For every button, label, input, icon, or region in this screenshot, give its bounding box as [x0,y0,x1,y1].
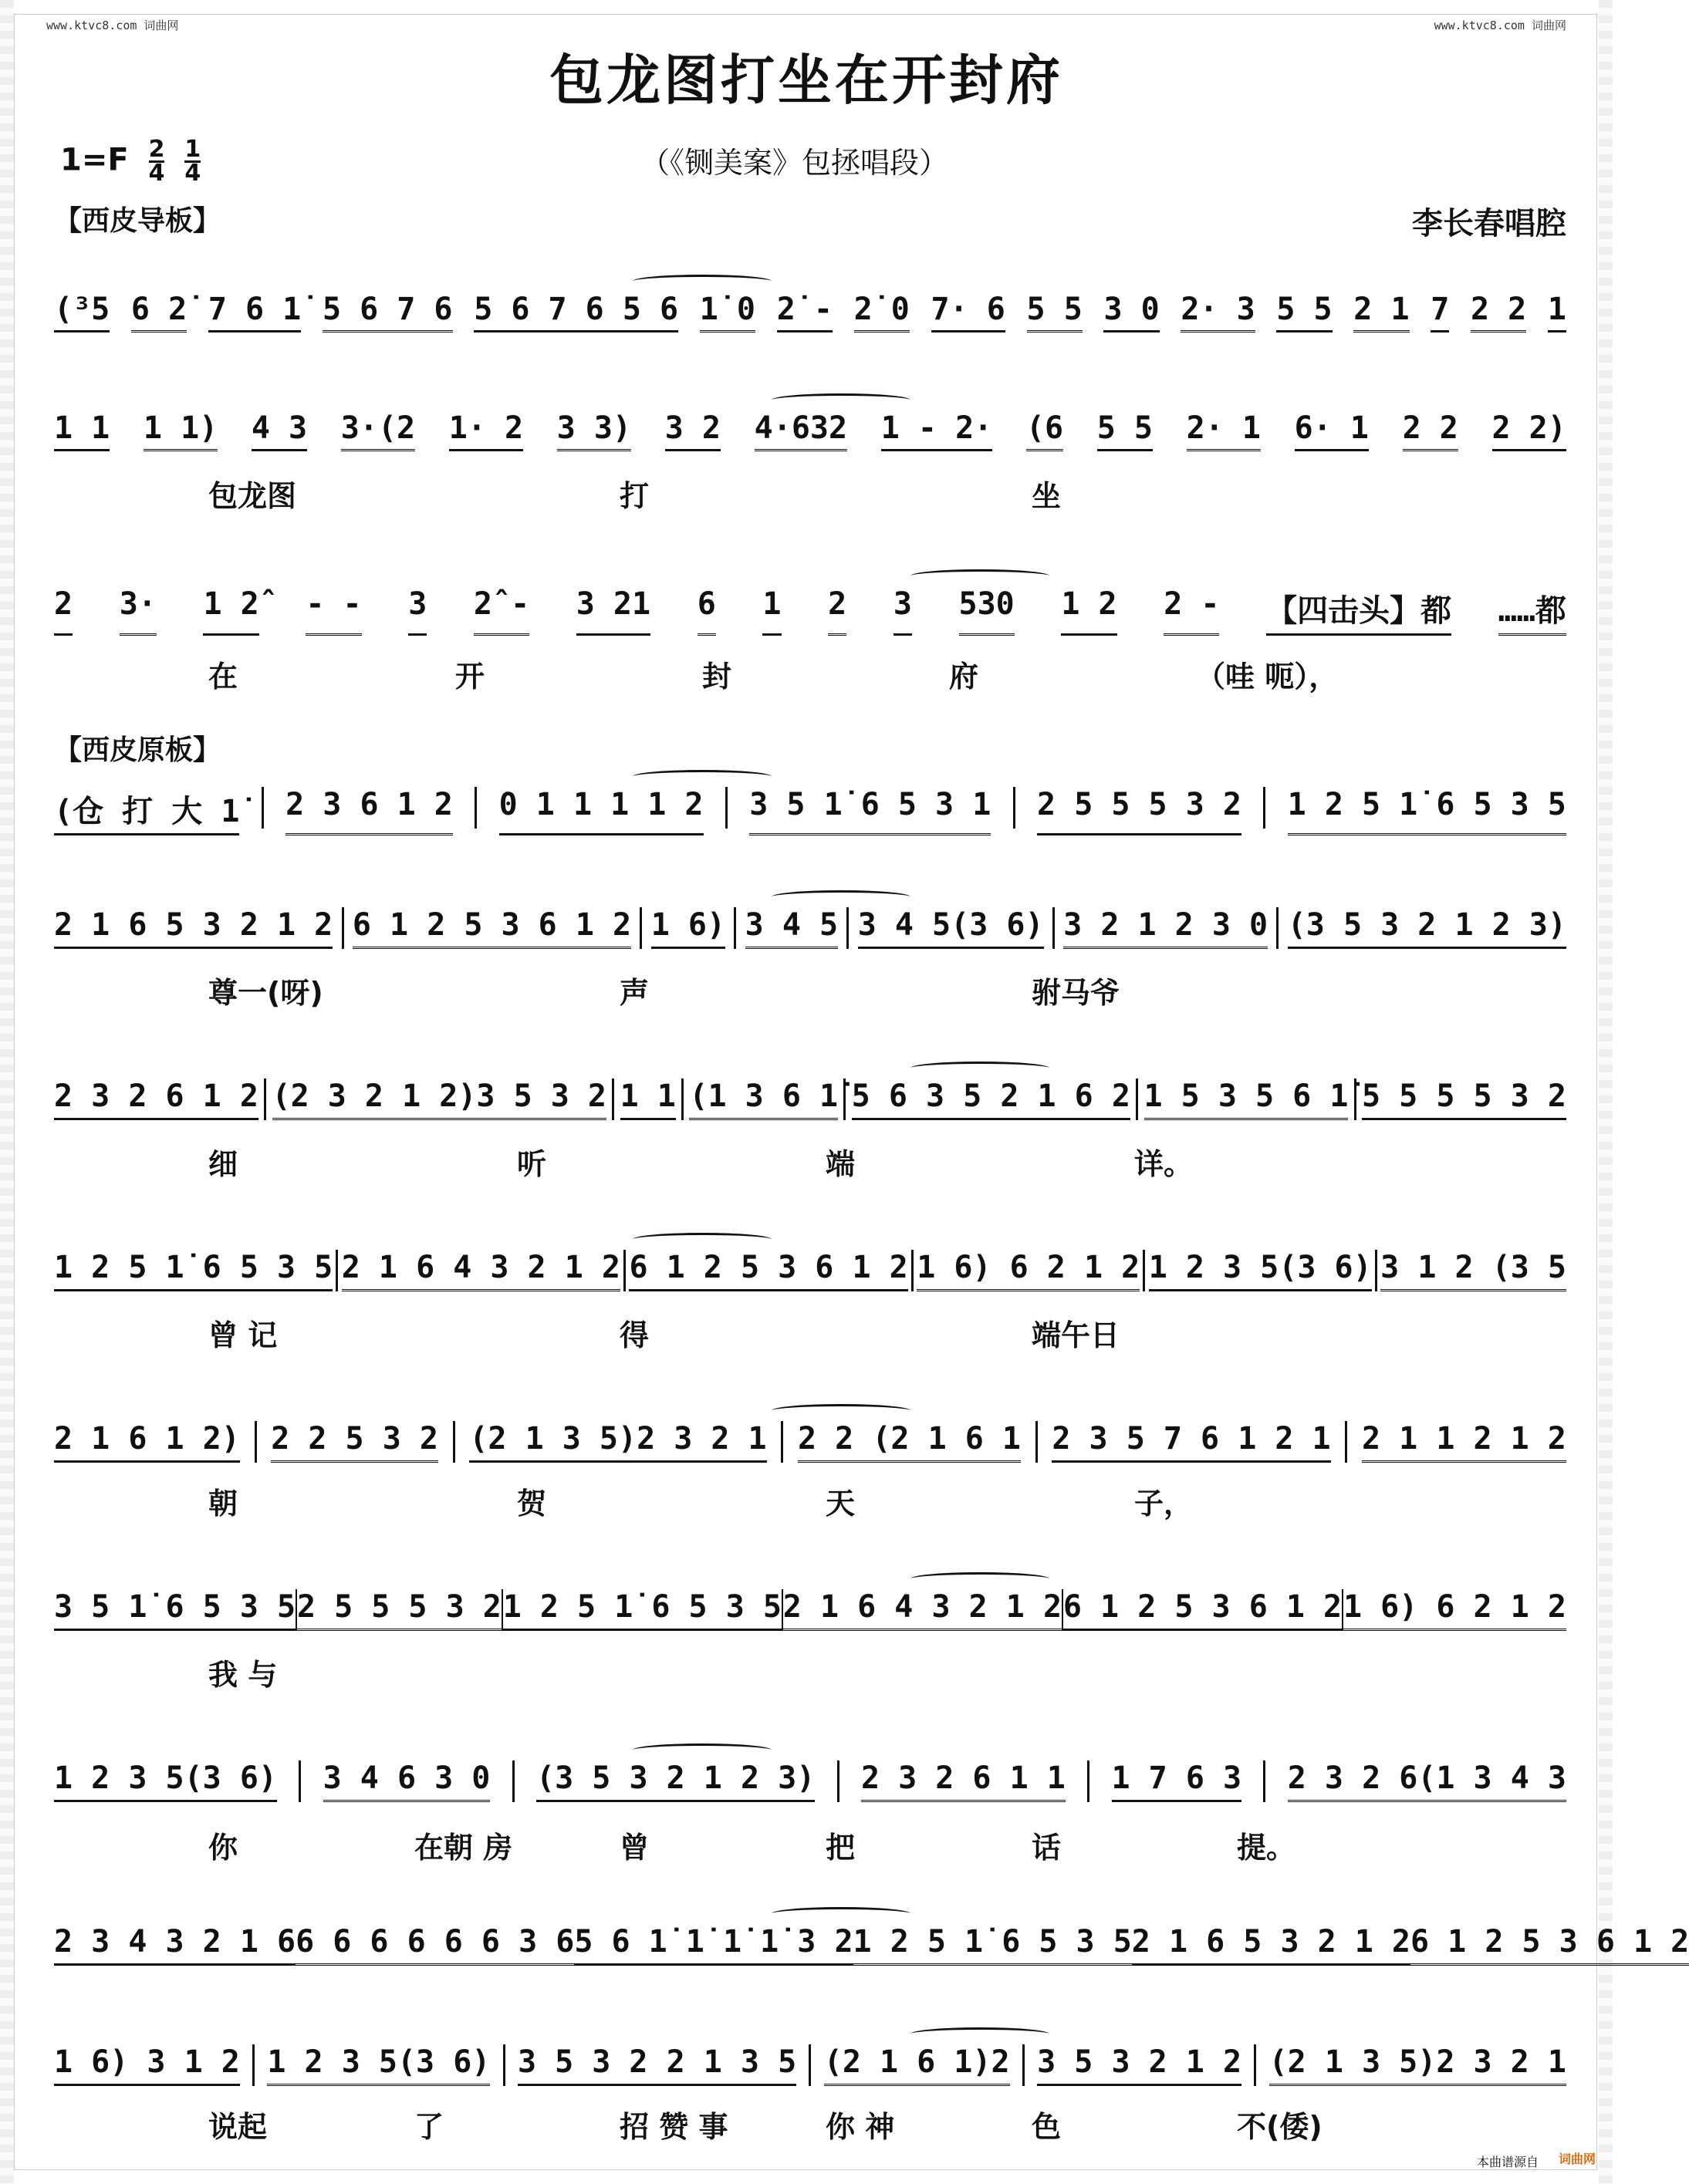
lyric: 提。 [1237,1831,1296,1865]
meter-1 [148,136,165,187]
bar-line [475,787,477,829]
site-logo: 词曲网 [1558,2152,1596,2166]
section-label-daoban: 【西皮导板】 [54,205,221,237]
lyric: 听 [517,1147,547,1181]
note-group: 5 6 1̇ 1̇ 1̇ 1̇ 3 2 [574,1924,853,1966]
note-group: 1̇ 0 [700,292,755,332]
lyric: 开 [455,660,485,694]
note-group: 530 [959,586,1015,636]
note-group: 6 1 2 5 3 6 1 2 [629,1250,907,1291]
lyric: 端午日 [1032,1318,1120,1352]
meter-1-den: 4 [148,160,165,187]
note-group: 2 1 6 4 3 2 1 2 [783,1589,1062,1631]
lyric: 封 [702,660,732,694]
note-group: 6 [698,586,716,636]
slur-mark [772,393,910,407]
note-group: 7 [1431,292,1449,332]
note-group: 1 5 3 5 6 1̇ [1144,1078,1349,1120]
slur-mark [772,1907,910,1920]
lyric: 驸马爷 [1032,976,1120,1010]
note-group: 3· [120,586,157,636]
bar-line [1263,787,1265,829]
note-group: 【四击头】都 [1266,586,1451,636]
note-group: 2 2 5 3 2 [271,1421,438,1463]
subtitle: （《铡美案》包拯唱段） [640,146,949,180]
note-group: (³5 [54,292,110,332]
note-group: 0 1 1 1 1 2 [499,787,704,835]
slur-mark [633,275,772,288]
note-group: ……都 [1498,586,1566,636]
page-title: 包龙图打坐在开封府 [549,49,1063,112]
meter-2-num: 1 [184,136,201,163]
note-group: 2 [828,586,846,636]
note-group: 6 1 2 5 3 6 1 2 [353,907,631,949]
note-group: 2 2) [1492,410,1566,451]
note-group: 2 1 6 1 2) [54,1421,240,1463]
note-group: (2 3 2 1 2)3 5 3 2 [272,1078,606,1120]
score-system-8 [54,1421,1566,1463]
note-group: 3 3) [557,410,631,451]
lyric: 子， [1134,1487,1194,1521]
score-system-3 [54,586,1566,636]
note-group: 1 - 2· [881,410,993,451]
bar-line [1022,2044,1025,2086]
note-group: 2 1 6 5 3 2 1 2 [54,907,333,949]
note-group: 2 1 1 2 1 2 [1362,1421,1566,1463]
bar-line [640,907,642,949]
bar-line [1136,1078,1138,1120]
note-group: 3 2 [665,410,721,451]
score-system-5 [54,907,1566,949]
bar-line [252,2044,255,2086]
note-group: 5 5 5 5 3 2 [1362,1078,1566,1120]
lyric: 你 神 [826,2110,895,2144]
footer-source: 本曲谱源自 [1476,2155,1539,2169]
bar-line [1345,1421,1347,1463]
note-group: 6 2̇ [131,292,187,332]
note-group: 2 1 [1353,292,1409,332]
bar-line [1087,1760,1089,1802]
note-group: (2 1 6 1)2 [824,2044,1010,2086]
note-group: 2 2 [1471,292,1526,332]
lyric: 声 [620,976,650,1010]
note-group: 1 2 3 5(3 6) [267,2044,490,2086]
note-group: 1 2 5 1̇ 6 5 3 5 [54,1250,333,1291]
note-group: 5 6 7 6 [323,292,453,332]
bar-line [623,1250,626,1291]
note-group: 2̂ - [474,586,529,636]
note-group: 1· 2 [449,410,523,451]
lyric: 在 [208,660,238,694]
note-group: (仓 打 大 1̇ [54,787,239,835]
note-group: 1 2̂ [203,586,258,636]
note-group: (2 1 3 5)2 3 2 1 [1269,2044,1566,2086]
lyric: 在朝 房 [414,1831,513,1865]
score-system-12 [54,2044,1566,2086]
lyric: 招 赞 事 [620,2110,728,2144]
bar-line [843,1078,846,1120]
bar-line [809,2044,811,2086]
note-group: 2̇ - [777,292,833,332]
note-group: 3 2 1 2 3 0 [1063,907,1268,949]
note-group: 3 5 1̇ 6 5 3 5 [54,1589,296,1631]
watermark-left: www.ktvc8.com 词曲网 [46,19,179,32]
bar-line [1035,1421,1038,1463]
note-group: 2 5 5 5 3 2 [1037,787,1241,835]
note-group: - - [306,586,361,636]
note-group: 3·(2 [341,410,415,451]
lyric: 得 [620,1318,650,1352]
bar-line [1052,907,1055,949]
bar-line [734,907,736,949]
note-group: 7· 6 [931,292,1005,332]
bar-line [725,787,728,829]
lyric: 朝 [208,1487,238,1521]
lyric: 曾 记 [208,1318,278,1352]
note-group: 1 2 5 1̇ 6 5 3 5 [503,1589,782,1631]
note-group: 2 1 6 5 3 2 1 2 [1132,1924,1410,1966]
score-system-9 [54,1589,1566,1631]
lyric: 我 与 [208,1658,278,1692]
bar-line [846,907,849,949]
note-group: 1 2 3 5(3 6) [54,1760,277,1802]
lyric: 端 [826,1147,856,1181]
note-group: 2 5 5 5 3 2 [297,1589,502,1631]
bar-line [837,1760,839,1802]
lyric: 话 [1032,1831,1062,1865]
note-group: 6 1 2 5 3 6 1 2 [1410,1924,1689,1966]
note-group: 2 3 4 3 2 1 6 [54,1924,296,1966]
slur-mark [910,1062,1049,1075]
bar-line [781,1421,783,1463]
note-group: 1 2 5 1̇ 6 5 3 5 [853,1924,1132,1966]
bar-line [1354,1078,1356,1120]
bar-line [612,1078,614,1120]
note-group: 2 2 (2 1 6 1 [798,1421,1021,1463]
score-system-4 [54,787,1566,835]
note-group: (3 5 3 2 1 2 3) [1288,907,1566,949]
lyric: 细 [208,1147,238,1181]
slur-mark [633,1743,772,1757]
lyric: 尊一(呀) [208,976,323,1010]
slur-mark [633,770,772,783]
note-group: 3 0 [1103,292,1159,332]
bar-line [681,1078,684,1120]
bar-line [453,1421,455,1463]
note-group: 2 3 2 6(1 3 4 3 [1288,1760,1566,1802]
score-system-2 [54,410,1566,451]
note-group: 1 2 [1061,586,1116,636]
note-group: 5 6 7 6 5 6 [474,292,678,332]
note-group: (3 5 3 2 1 2 3) [536,1760,815,1802]
note-group: 5 6 3 5 2 1 6 2 [852,1078,1130,1120]
note-group: 6 6 6 6 6 6 3 6 [296,1924,574,1966]
bar-line [342,907,344,949]
meter-1-num: 2 [148,136,165,163]
lyric: 色 [1032,2110,1062,2144]
slur-mark [910,569,1049,582]
note-group: (6 [1026,410,1063,451]
note-group: 1 6) 6 2 1 2 [1343,1589,1566,1631]
left-border-strip [0,0,14,2184]
meter-2 [184,136,201,187]
slur-mark [910,1572,1049,1585]
lyric: 曾 [620,1831,650,1865]
note-group: 2 3 2 6 1 1 [861,1760,1066,1802]
bar-line [1263,1760,1265,1802]
score-system-7 [54,1250,1566,1291]
note-group: 1 [762,586,781,636]
lyric: 包龙图 [208,479,297,513]
note-group: 1 1 [620,1078,676,1120]
bar-line [1375,1250,1377,1291]
note-group: 3 21 [576,586,650,636]
lyric: 贺 [517,1487,547,1521]
key-signature [60,136,201,187]
meter-2-den: 4 [184,160,201,187]
bar-line [911,1250,914,1291]
singer-credit: 李长春唱腔 [1412,206,1566,241]
lyric: 坐 [1032,479,1062,513]
bar-line [299,1760,301,1802]
score-system-11 [54,1924,1689,1966]
bar-line [503,2044,505,2086]
note-group: 3 5 3 2 2 1 3 5 [518,2044,796,2086]
note-group: 1 6) [651,907,725,949]
note-group: 2 3 6 1 2 [285,787,453,835]
bar-line [1276,907,1279,949]
bar-line [1013,787,1015,829]
lyric: 你 [208,1831,238,1865]
lyric: 说起 [208,2110,268,2144]
bar-line [336,1250,338,1291]
lyric: 府 [949,660,979,694]
bar-line [1254,2044,1256,2086]
lyric: 把 [826,1831,856,1865]
note-group: 4·632 [755,410,847,451]
bar-line [262,787,264,829]
note-group: 2 2 [1403,410,1458,451]
lyric: 详。 [1134,1147,1194,1181]
note-group: 2̇ 0 [854,292,910,332]
note-group: 2 1 6 4 3 2 1 2 [342,1250,620,1291]
lyric: （哇 呃）， [1196,660,1339,694]
bar-line [264,1078,266,1120]
note-group: 6· 1 [1295,410,1369,451]
note-group: 1 6) 3 1 2 [54,2044,240,2086]
slur-mark [910,2027,1049,2041]
note-group: 5 5 [1097,410,1153,451]
note-group: 6 1 2 5 3 6 1 2 [1063,1589,1342,1631]
note-group: 3 1 2 (3 5 [1380,1250,1566,1291]
note-group: 2 - [1164,586,1219,636]
note-group: 1 6) 6 2 1 2 [917,1250,1140,1291]
note-group: 1 1) [144,410,218,451]
note-group: 2· 3 [1181,292,1255,332]
note-group: 3 [408,586,427,636]
note-group: 2· 1 [1187,410,1261,451]
note-group: 3 4 5(3 6) [858,907,1044,949]
score-system-6 [54,1078,1566,1120]
section-label-yuanban: 【西皮原板】 [54,734,221,766]
slur-mark [772,1404,910,1417]
note-group: 1 1 [54,410,110,451]
note-group: 1 2 5 1̇ 6 5 3 5 [1288,787,1566,835]
note-group: 7 6 1̇ [208,292,301,332]
slur-mark [633,1233,772,1246]
bar-line [255,1421,257,1463]
slur-mark [772,890,910,903]
note-group: 2 [54,586,73,636]
watermark-right: www.ktvc8.com 词曲网 [1434,19,1566,32]
lyric: 了 [414,2110,444,2144]
lyric: 天 [826,1487,856,1521]
note-group: 2 3 5 7 6 1 2 1 [1052,1421,1330,1463]
note-group: 3 [893,586,912,636]
note-group: 3 5 1̇ 6 5 3 1 [749,787,991,835]
lyric: 打 [620,479,650,513]
bar-line [512,1760,515,1802]
note-group: 3 4 5 [745,907,838,949]
key-label: 1=F [60,142,129,178]
note-group: (1 3 6 1̇ [689,1078,838,1120]
note-group: 2 3 2 6 1 2 [54,1078,258,1120]
note-group: (2 1 3 5)2 3 2 1 [469,1421,766,1463]
note-group: 4 3 [252,410,307,451]
note-group: 5 5 [1276,292,1332,332]
note-group: 1 [1548,292,1566,332]
note-group: 1 2 3 5(3 6) [1149,1250,1372,1291]
score-system-1 [54,292,1566,332]
bar-line [1143,1250,1145,1291]
note-group: 3 5 3 2 1 2 [1037,2044,1241,2086]
right-border-strip [1599,0,1613,2184]
note-group: 5 5 [1027,292,1083,332]
note-group: 3 4 6 3 0 [323,1760,491,1802]
note-group: 1 7 6 3 [1112,1760,1242,1802]
score-system-10 [54,1760,1566,1802]
lyric: 不(倭) [1237,2110,1322,2144]
